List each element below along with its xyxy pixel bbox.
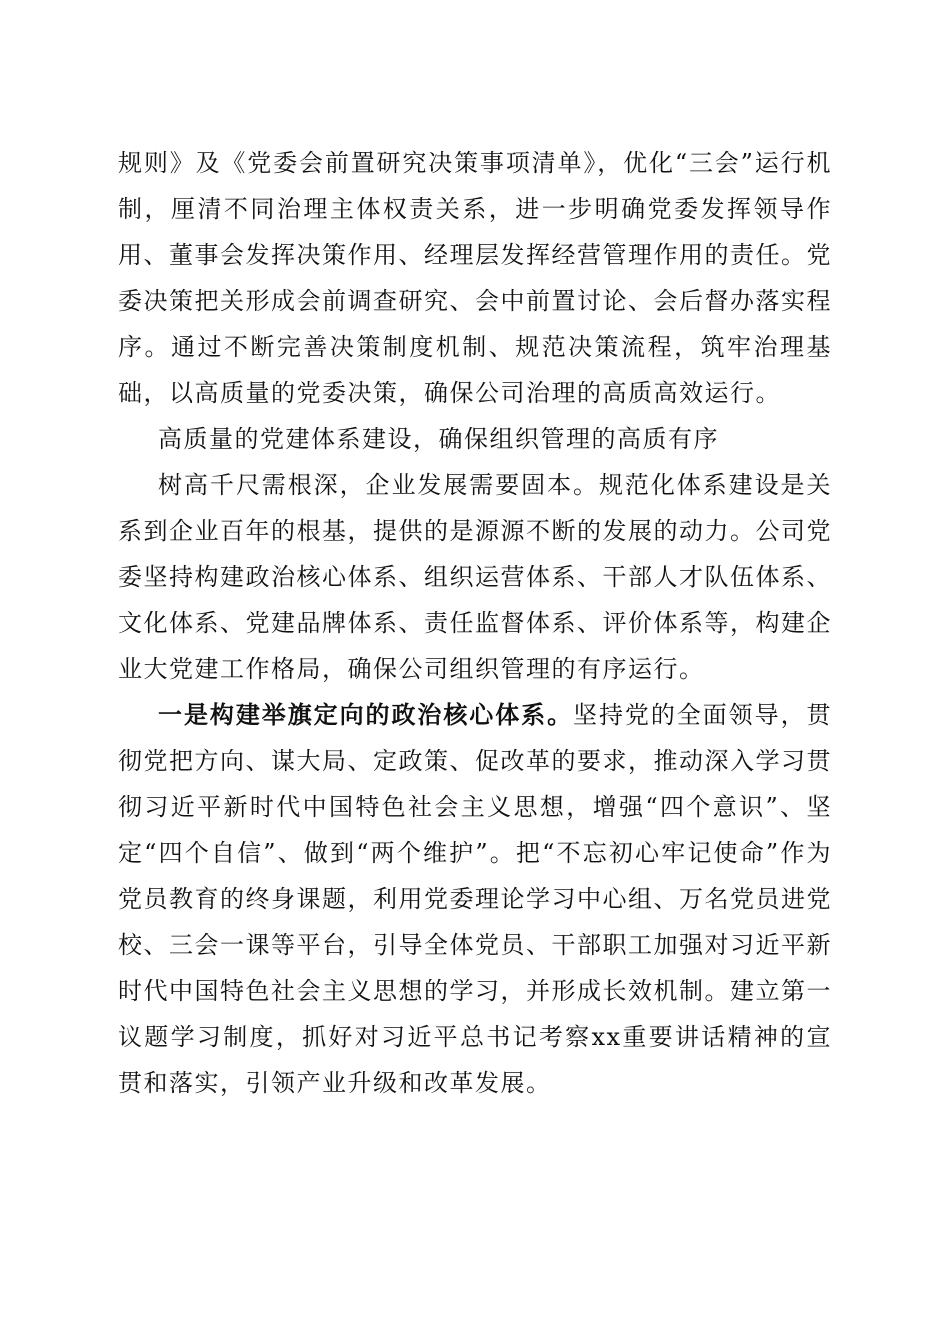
paragraph-body-text: 坚持党的全面领导，贯彻党把方向、谋大局、定政策、促改革的要求，推动深入学习贯彻习近平新时代中国特色社会主义思想，增强“四个意识”、坚定“四个自信”、做到“两个维护”。把“不忘初心牢记使命”作为党员教育的终身课题，利用党委理论学习中心组、万名党员进党校、三会一课等平台，引导全体党员、干部职工加强对习近平新时代中国特色社会主义思想的学习，并形成长效机制。建立第一议题学习制度，抓好对习近平总书记考察xx重要讲话精神的宣贯和落实，引领产业升级和改革发展。 [118,701,833,1097]
paragraph-standardized-system: 树高千尺需根深，企业发展需要固本。规范化体系建设是关系到企业百年的根基，提供的是源源不断的发展的动力。公司党委坚持构建政治核心体系、组织运营体系、干部人才队伍体系、文化体系、党建品牌体系、责任监督体系、评价体系等，构建企业大党建工作格局，确保公司组织管理的有序运行。 [118,471,832,683]
paragraph-political-core-system [118,692,832,1106]
section-heading-party-building-system: 高质量的党建体系建设，确保组织管理的高质有序 [158,425,719,453]
paragraph-lead-sentence: 一是构建举旗定向的政治核心体系。 [158,700,574,729]
paragraph-governance-rules: 规则》及《党委会前置研究决策事项清单》，优化“三会”运行机制，厘清不同治理主体权责关系，进一步明确党委发挥领导作用、董事会发挥决策作用、经理层发挥经营管理作用的责任。党委决策把关形成会前调查研究、会中前置讨论、会后督办落实程序。通过不断完善决策制度机制、规范决策流程，筑牢治理基础，以高质量的党委决策，确保公司治理的高质高效运行。 [118,149,832,407]
document-body [118,140,832,1106]
